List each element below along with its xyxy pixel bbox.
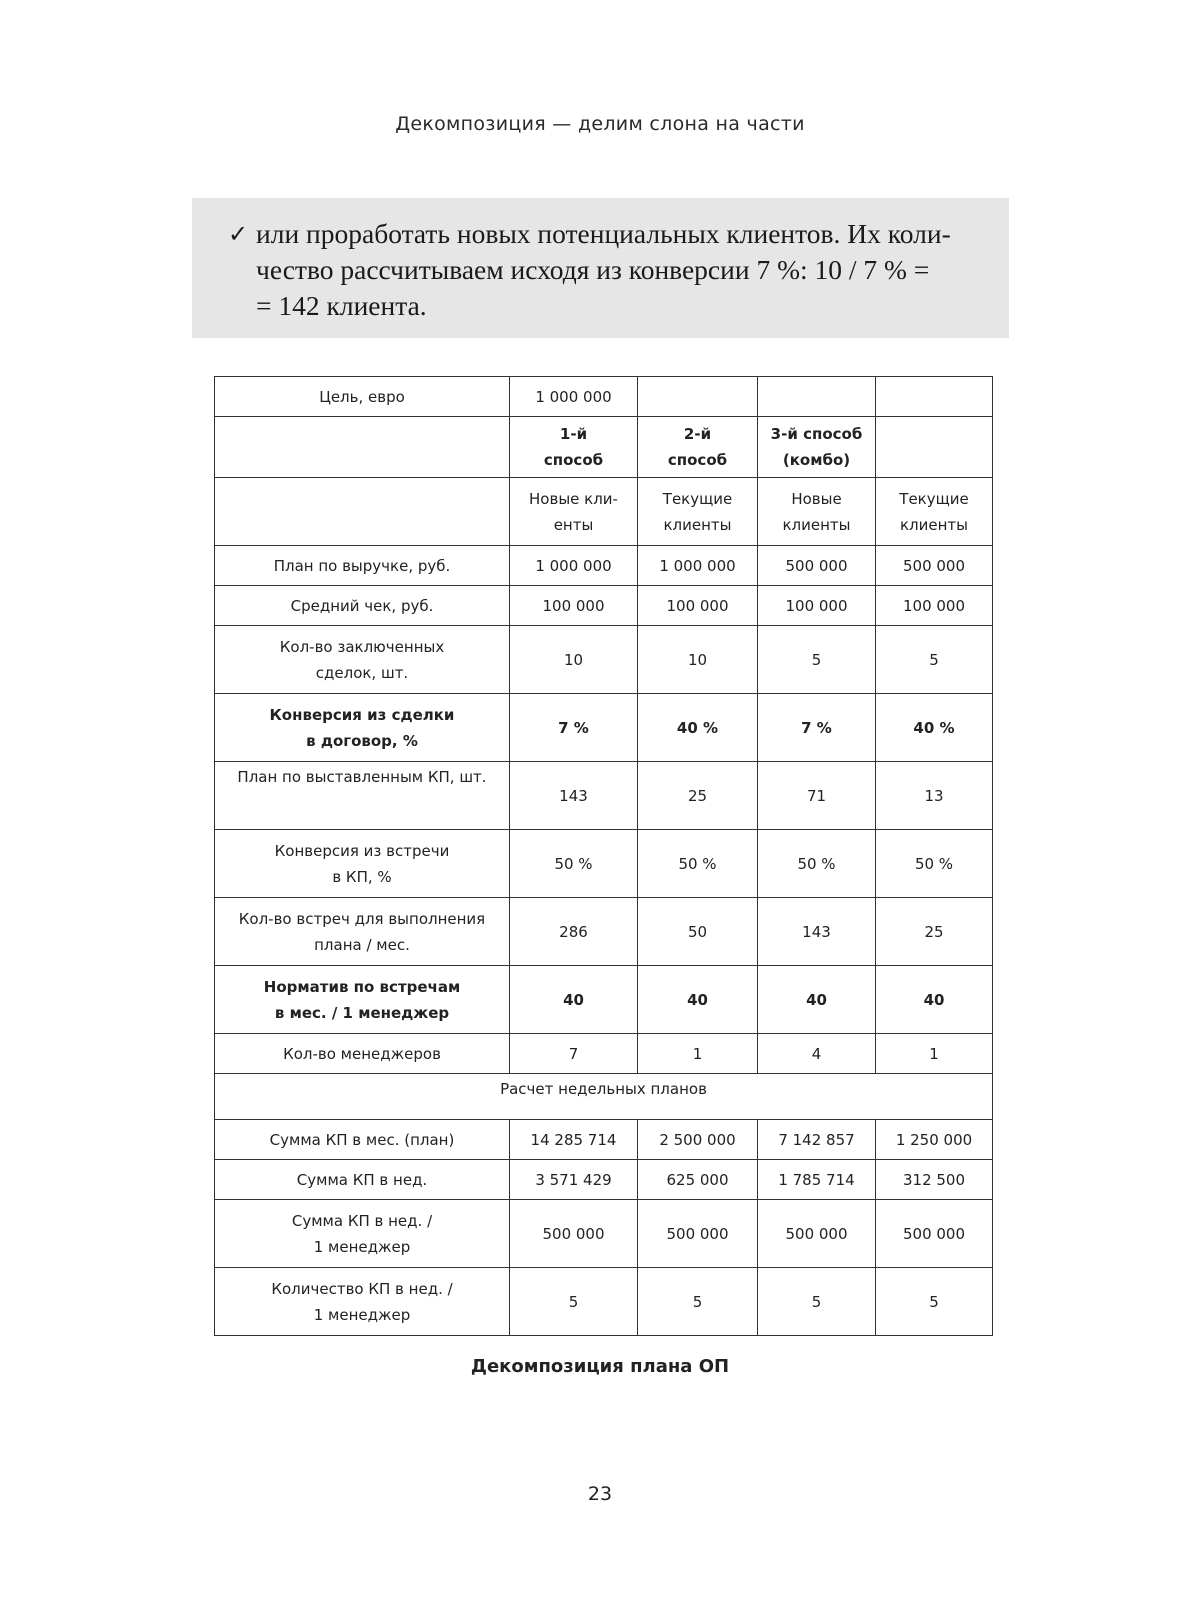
table-cell: 40 % [638, 694, 758, 762]
table-cell: 25 [876, 898, 993, 966]
table-row [215, 694, 993, 762]
table-cell: 4 [758, 1034, 876, 1074]
table-cell: 71 [758, 762, 876, 830]
table-cell: 100 000 [638, 586, 758, 626]
callout-line: чество рассчитываем исходя из конверсии 7 %: 10 / 7 % = [256, 254, 930, 285]
table-cell: 25 [638, 762, 758, 830]
table-cell: 1 000 000 [638, 546, 758, 586]
table-row [215, 626, 993, 694]
table-cell: 7 [510, 1034, 638, 1074]
client-type-header: Новые кли- енты [510, 478, 638, 546]
table-cell: 500 000 [510, 1200, 638, 1268]
client-type-header: Текущие клиенты [876, 478, 993, 546]
table-cell: 40 [510, 966, 638, 1034]
row-label: Конверсия из встречи в КП, % [215, 830, 510, 898]
table-cell: 10 [510, 626, 638, 694]
table-row [215, 586, 993, 626]
table-cell: 5 [758, 1268, 876, 1336]
table-cell: 143 [758, 898, 876, 966]
table-cell: 1 250 000 [876, 1120, 993, 1160]
row-label: Средний чек, руб. [215, 586, 510, 626]
table-row [215, 762, 993, 830]
table-row [215, 830, 993, 898]
table-cell: 500 000 [758, 546, 876, 586]
row-label: Кол-во заключенных сделок, шт. [215, 626, 510, 694]
table-cell: 40 [876, 966, 993, 1034]
client-type-header: Текущие клиенты [638, 478, 758, 546]
decomposition-table [214, 376, 993, 1336]
row-label: Сумма КП в мес. (план) [215, 1120, 510, 1160]
table-row [215, 546, 993, 586]
table-row [215, 898, 993, 966]
table-cell: 1 [876, 1034, 993, 1074]
table-cell: 7 % [758, 694, 876, 762]
callout-line: = 142 клиента. [256, 290, 427, 321]
table-cell: 14 285 714 [510, 1120, 638, 1160]
empty-cell [638, 377, 758, 417]
table-cell: 2 500 000 [638, 1120, 758, 1160]
row-label: Сумма КП в нед. [215, 1160, 510, 1200]
table-cell: 500 000 [638, 1200, 758, 1268]
table-cell: 7 142 857 [758, 1120, 876, 1160]
table-cell: 5 [876, 626, 993, 694]
table-cell: 50 % [876, 830, 993, 898]
row-label: Количество КП в нед. / 1 менеджер [215, 1268, 510, 1336]
table-cell: 7 % [510, 694, 638, 762]
table-cell: 625 000 [638, 1160, 758, 1200]
table-row-client-types [215, 478, 993, 546]
table-cell: 40 [758, 966, 876, 1034]
empty-cell [876, 377, 993, 417]
callout-text [256, 216, 951, 324]
table-row [215, 1200, 993, 1268]
table-cell: 10 [638, 626, 758, 694]
table-row-methods [215, 417, 993, 478]
table-cell: 1 785 714 [758, 1160, 876, 1200]
section-title: Расчет недельных планов [215, 1074, 993, 1120]
empty-cell [758, 377, 876, 417]
check-icon: ✓ [228, 220, 249, 248]
table-cell: 50 % [638, 830, 758, 898]
table-cell: 50 % [510, 830, 638, 898]
row-label: Цель, евро [215, 377, 510, 417]
table-cell: 312 500 [876, 1160, 993, 1200]
table-cell: 286 [510, 898, 638, 966]
table-row [215, 1268, 993, 1336]
method-header: 3-й способ (комбо) [758, 417, 876, 478]
table-cell: 13 [876, 762, 993, 830]
callout-line: или проработать новых потенциальных клиентов. Их коли- [256, 218, 951, 249]
empty-cell [215, 478, 510, 546]
row-label: Кол-во встреч для выполнения плана / мес. [215, 898, 510, 966]
empty-cell [215, 417, 510, 478]
table-cell: 50 % [758, 830, 876, 898]
table-cell: 143 [510, 762, 638, 830]
table-cell: 5 [510, 1268, 638, 1336]
table-cell: 3 571 429 [510, 1160, 638, 1200]
table-cell: 100 000 [876, 586, 993, 626]
row-label: План по выручке, руб. [215, 546, 510, 586]
table-cell: 5 [876, 1268, 993, 1336]
table-cell: 1 000 000 [510, 546, 638, 586]
table-row [215, 966, 993, 1034]
table-cell: 500 000 [876, 546, 993, 586]
running-header: Декомпозиция — делим слона на части [395, 113, 805, 135]
row-label: План по выставленным КП, шт. [215, 762, 510, 830]
page-number: 23 [587, 1483, 613, 1505]
table-row [215, 1034, 993, 1074]
row-label: Сумма КП в нед. / 1 менеджер [215, 1200, 510, 1268]
table-row [215, 1160, 993, 1200]
table-cell: 40 % [876, 694, 993, 762]
method-header: 2-й способ [638, 417, 758, 478]
table-cell: 5 [638, 1268, 758, 1336]
table-cell: 50 [638, 898, 758, 966]
row-label: Норматив по встречам в мес. / 1 менеджер [215, 966, 510, 1034]
table-cell: 1 [638, 1034, 758, 1074]
table-row [215, 1120, 993, 1160]
client-type-header: Новые клиенты [758, 478, 876, 546]
table-cell: 500 000 [758, 1200, 876, 1268]
table-cell: 40 [638, 966, 758, 1034]
callout-box [192, 198, 1009, 338]
table-caption: Декомпозиция плана ОП [470, 1356, 730, 1377]
table-row-goal [215, 377, 993, 417]
table-cell: 100 000 [758, 586, 876, 626]
goal-value: 1 000 000 [510, 377, 638, 417]
table-cell: 100 000 [510, 586, 638, 626]
method-header: 1-й способ [510, 417, 638, 478]
row-label: Конверсия из сделки в договор, % [215, 694, 510, 762]
table-cell: 500 000 [876, 1200, 993, 1268]
empty-cell [876, 417, 993, 478]
table-section-header [215, 1074, 993, 1120]
row-label: Кол-во менеджеров [215, 1034, 510, 1074]
table-cell: 5 [758, 626, 876, 694]
